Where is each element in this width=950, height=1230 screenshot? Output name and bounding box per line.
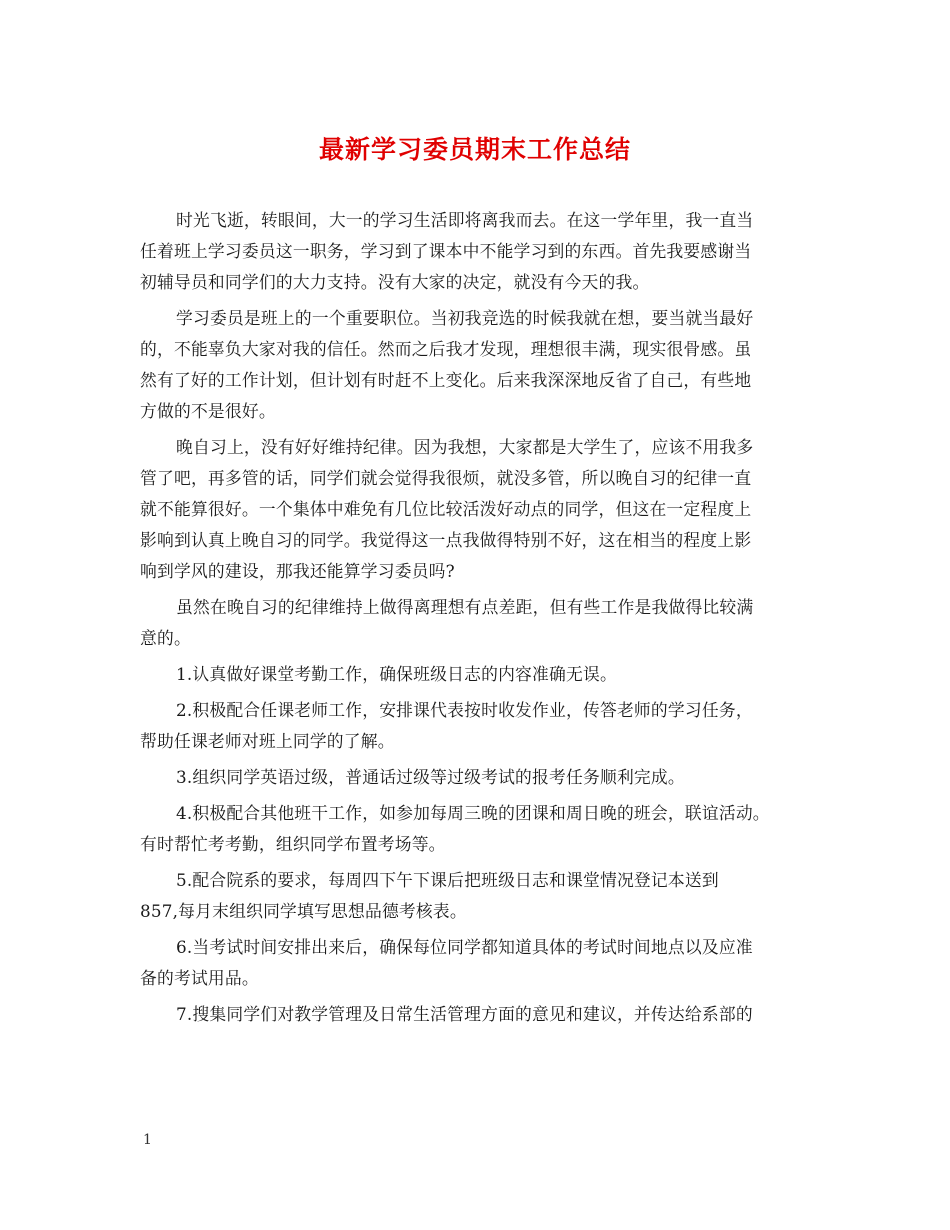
page-number: 1 xyxy=(143,1132,152,1148)
text-line: 晚自习上，没有好好维持纪律。因为我想，大家都是大学生了，应该不用我多 xyxy=(176,437,754,457)
text-line: 2.积极配合任课老师工作，安排课代表按时收发作业，传答老师的学习任务， xyxy=(176,700,753,720)
text-line: 3.组织同学英语过级，普通话过级等过级考试的报考任务顺利完成。 xyxy=(176,767,685,787)
text-line: 然有了好的工作计划，但计划有时赶不上变化。后来我深深地反省了自己，有些地 xyxy=(140,370,752,390)
paragraph xyxy=(140,762,812,793)
paragraph xyxy=(140,932,812,994)
text-line: 的，不能辜负大家对我的信任。然而之后我才发现，理想很丰满，现实很骨感。虽 xyxy=(140,339,752,359)
text-line: 任着班上学习委员这一职务，学习到了课本中不能学习到的东西。首先我要感谢当 xyxy=(140,241,752,261)
text-line: 时光飞逝，转眼间，大一的学习生活即将离我而去。在这一学年里，我一直当 xyxy=(176,210,754,230)
paragraph xyxy=(140,695,812,757)
paragraph xyxy=(140,798,812,860)
text-line: 有时帮忙考考勤，组织同学布置考场等。 xyxy=(140,834,446,854)
text-line: 5.配合院系的要求，每周四下午下课后把班级日志和课堂情况登记本送到 xyxy=(176,870,719,890)
document-title: 最新学习委员期末工作总结 xyxy=(318,135,631,164)
text-line: 备的考试用品。 xyxy=(140,968,259,988)
text-line: 学习委员是班上的一个重要职位。当初我竞选的时候我就在想，要当就当最好 xyxy=(176,308,754,328)
text-line: 4.积极配合其他班干工作，如参加每周三晚的团课和周日晚的班会，联谊活动。 xyxy=(176,803,770,823)
text-line: 1.认真做好课堂考勤工作，确保班级日志的内容准确无误。 xyxy=(176,664,617,684)
text-line: 方做的不是很好。 xyxy=(140,401,276,421)
paragraph xyxy=(140,999,812,1030)
paragraph xyxy=(140,865,812,927)
text-line: 6.当考试时间安排出来后，确保每位同学都知道具体的考试时间地点以及应准 xyxy=(176,937,753,957)
text-line: 管了吧，再多管的话，同学们就会觉得我很烦，就没多管，所以晚自习的纪律一直 xyxy=(140,468,752,488)
paragraph xyxy=(140,592,812,654)
paragraph xyxy=(140,432,812,587)
text-line: 初辅导员和同学们的大力支持。没有大家的决定，就没有今天的我。 xyxy=(140,272,650,292)
paragraph xyxy=(140,205,812,298)
text-line: 响到学风的建设，那我还能算学习委员吗? xyxy=(140,561,455,581)
text-line: 影响到认真上晚自习的同学。我觉得这一点我做得特别不好，这在相当的程度上影 xyxy=(140,530,752,550)
text-line: 7.搜集同学们对教学管理及日常生活管理方面的意见和建议，并传达给系部的 xyxy=(176,1004,753,1024)
paragraph xyxy=(140,303,812,427)
text-line: 就不能算很好。一个集体中难免有几位比较活泼好动点的同学，但这在一定程度上 xyxy=(140,499,752,519)
text-line: 帮助任课老师对班上同学的了解。 xyxy=(140,731,395,751)
text-line: 857,每月末组织同学填写思想品德考核表。 xyxy=(140,901,467,921)
document-body xyxy=(140,205,812,1035)
text-line: 意的。 xyxy=(140,628,191,648)
paragraph xyxy=(140,659,812,690)
text-line: 虽然在晚自习的纪律维持上做得离理想有点差距，但有些工作是我做得比较满 xyxy=(176,597,754,617)
